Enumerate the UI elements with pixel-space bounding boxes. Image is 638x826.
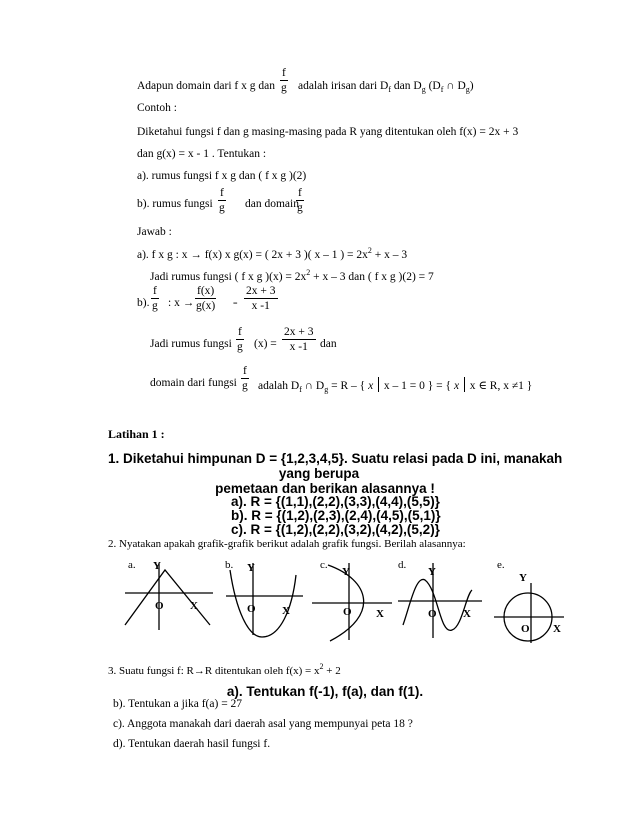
answer-a-line-2 (150, 268, 434, 283)
sub-f-2: f (440, 85, 444, 94)
fraction-numerator: f (243, 365, 247, 377)
fraction-numerator: f (153, 285, 157, 297)
answer-b-label: b). (137, 297, 150, 309)
q3-sup: 2 (319, 662, 324, 671)
q3-part-d: d). Tentukan daerah hasil fungsi f. (113, 738, 271, 750)
answer-a-line-1 (137, 246, 407, 261)
sub-f: f (388, 85, 392, 94)
graph-a-y-label: Y (153, 560, 161, 572)
gx-denominator: g(x) (196, 300, 216, 312)
intro-text-d: (D (428, 80, 441, 92)
answer-b-arrow: : x → (168, 297, 195, 309)
part-b-label: b). rumus fungsi (137, 198, 213, 210)
fraction-denominator: g (152, 300, 158, 312)
graph-c-x-label: X (376, 608, 384, 620)
answer-b-domain-label: domain dari fungsi (150, 377, 237, 389)
q3-part-a: a). Tentukan f(-1), f(a), dan f(1). (226, 684, 424, 699)
answer-b-eq: = (233, 299, 238, 308)
fraction-denominator: g (297, 202, 303, 214)
set-bar (378, 377, 379, 392)
jawab-label: Jawab : (137, 226, 172, 238)
answer-b-rational (244, 284, 278, 313)
graph-label-e: e. (497, 559, 505, 571)
rational-numerator: 2x + 3 (246, 285, 276, 297)
intro-line-rest (298, 80, 474, 94)
q1-line-1: 1. Diketahui himpunan D = {1,2,3,4,5}. Suatu relasi pada D ini, manakah (108, 451, 563, 466)
graph-c-origin: O (343, 606, 352, 618)
answer-b-fg (151, 284, 159, 313)
domain-text-g: x (453, 380, 460, 392)
answer-b-jadi-fg (236, 325, 244, 354)
intro-text-f: ) (469, 80, 474, 92)
answer-b-dan: dan (320, 338, 337, 350)
q2-text: 2. Nyatakan apakah grafik-grafik berikut adalah grafik fungsi. Berilah alasannya: (108, 538, 466, 550)
rational-denominator: x -1 (251, 300, 270, 312)
graph-a-x-label: X (190, 600, 198, 612)
answer-a-text: a). f x g : x → f(x) x g(x) = ( 2x + 3 )( x – 1 ) = 2x (137, 249, 368, 261)
graph-e-y-label: Y (519, 572, 527, 584)
q1-option-a: a). R = {(1,1),(2,2),(3,3),(4,4),(5,5)} (231, 494, 440, 509)
part-b-fraction-1 (218, 186, 226, 215)
graph-d-x-label: X (463, 608, 471, 620)
sub-f-3: f (299, 385, 302, 394)
answer-b-jadi: Jadi rumus fungsi (150, 338, 232, 350)
sup-2b: 2 (306, 268, 311, 277)
answer-a2-text: Jadi rumus fungsi ( f x g )(x) = 2x (150, 271, 307, 283)
q3-text (108, 662, 341, 677)
domain-text-d: = R – { (331, 380, 366, 392)
answer-b-fx-gx (195, 284, 216, 313)
graph-c-y-label: Y (342, 566, 350, 578)
graph-e-x-label: X (553, 623, 561, 635)
graph-e-origin: O (521, 623, 530, 635)
answer-b-jadi-x: (x) = (254, 338, 277, 350)
graph-label-a: a. (128, 559, 136, 571)
latihan-title: Latihan 1 : (108, 427, 165, 441)
intro-line (137, 80, 275, 92)
problem-line-1: Diketahui fungsi f dan g masing-masing pada R yang ditentukan oleh f(x) = 2x + 3 (137, 126, 519, 138)
answer-a2-end: + x – 3 dan ( f x g )(2) = 7 (313, 271, 434, 283)
q3-part-b: b). Tentukan a jika f(a) = 27 (113, 698, 243, 710)
graph-b-x-label: X (282, 605, 290, 617)
fraction-numerator: f (220, 187, 224, 199)
rational-denominator: x -1 (289, 341, 308, 353)
rational-numerator: 2x + 3 (284, 326, 314, 338)
fraction-numerator: f (238, 326, 242, 338)
sub-g-2: g (465, 85, 470, 94)
graphs-figure (0, 555, 638, 645)
intro-text-a: Adapun domain dari f x g dan (137, 80, 275, 92)
sup-2: 2 (367, 246, 372, 255)
intro-fraction (280, 66, 288, 95)
problem-line-2: dan g(x) = x - 1 . Tentukan : (137, 148, 267, 160)
answer-b-domain-rest (258, 377, 532, 394)
q3-part-c: c). Anggota manakah dari daerah asal yang mempunyai peta 18 ? (113, 718, 413, 730)
answer-b-jadi-rational (282, 325, 316, 354)
domain-text-e: x (368, 380, 374, 392)
graph-d-curve (403, 579, 472, 630)
graph-b-origin: O (247, 603, 256, 615)
domain-text-f: x – 1 = 0 } = { (383, 380, 452, 392)
fraction-denominator: g (237, 341, 243, 353)
graph-b-y-label: Y (247, 562, 255, 574)
graph-d-y-label: Y (428, 566, 436, 578)
q1-line-3: pemetaan dan berikan alasannya ! (215, 481, 435, 496)
q3-text-end: + 2 (326, 665, 341, 677)
fraction-numerator: f (282, 67, 286, 79)
q1-option-c: c). R = {(1,2),(2,2),(3,2),(4,2),(5,2)} (231, 522, 440, 537)
contoh-label: Contoh : (137, 102, 177, 114)
domain-text-c: ∩ D (304, 380, 325, 392)
part-b-domain: dan domain (245, 198, 299, 210)
domain-text-h: x ∈ R, x ≠1 } (469, 380, 533, 392)
graph-a-origin: O (155, 600, 164, 612)
q3-text-main: 3. Suatu fungsi f: R→R ditentukan oleh f(x) = x (108, 665, 320, 677)
fraction-denominator: g (242, 380, 248, 392)
intro-text-c: dan D (393, 80, 422, 92)
q1-option-b: b). R = {(1,2),(2,3),(2,4),(4,5),(5,1)} (231, 508, 441, 523)
graph-label-d: d. (398, 559, 407, 571)
graph-b-curve (230, 570, 296, 637)
part-b-fraction-2 (296, 186, 304, 215)
graph-label-b: b. (225, 559, 234, 571)
intro-text-e: ∩ D (446, 80, 466, 92)
fraction-numerator: f (298, 187, 302, 199)
graph-a-curve (125, 570, 210, 625)
graph-label-c: c. (320, 559, 328, 571)
fx-numerator: f(x) (197, 285, 215, 297)
set-bar-2 (464, 377, 465, 392)
intro-text-b: adalah irisan dari D (298, 80, 389, 92)
sub-g-3: g (324, 385, 329, 394)
part-a: a). rumus fungsi f x g dan ( f x g )(2) (137, 170, 307, 182)
sub-g: g (421, 85, 426, 94)
fraction-denominator: g (281, 82, 287, 94)
answer-b-domain-fg (241, 364, 249, 393)
answer-a-end: + x – 3 (374, 249, 408, 261)
domain-text-b: adalah D (258, 380, 300, 392)
graph-d-origin: O (428, 608, 437, 620)
fraction-denominator: g (219, 202, 225, 214)
q1-line-2: yang berupa (278, 466, 360, 481)
